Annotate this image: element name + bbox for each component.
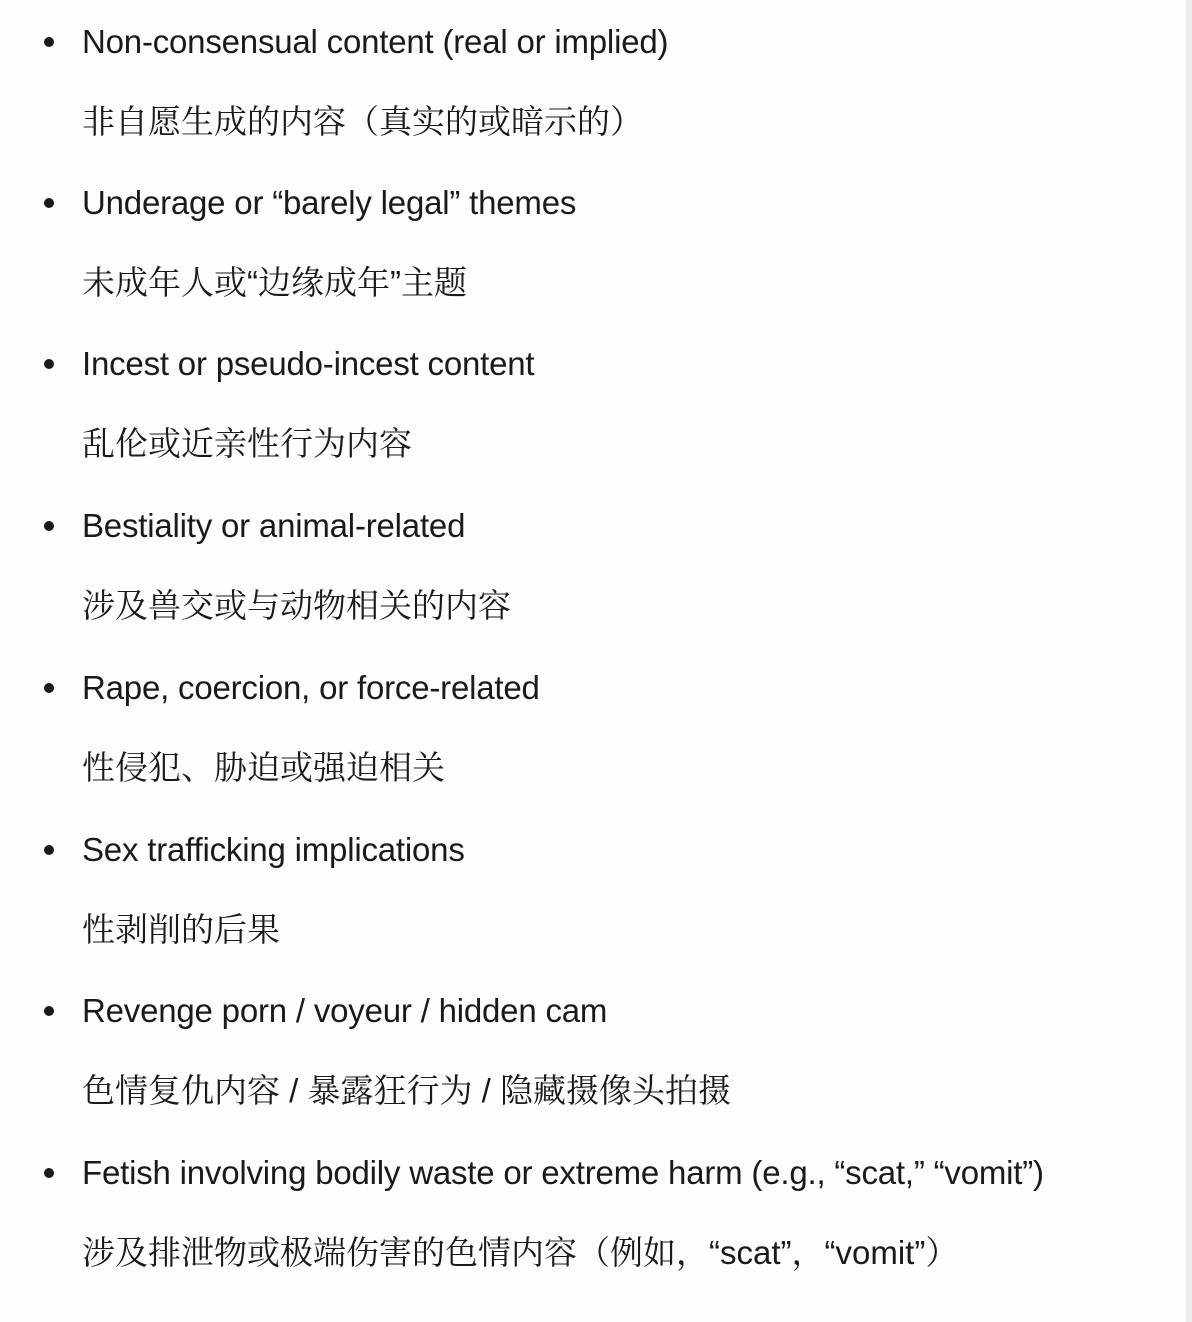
bullet-icon [44,845,54,855]
item-chinese-text: 乱伦或近亲性行为内容 [82,425,412,462]
item-chinese-text: 涉及排泄物或极端伤害的色情内容（例如，“scat”，“vomit”） [82,1234,959,1271]
list-item [0,1131,1180,1293]
item-chinese-text: 性剥削的后果 [82,911,280,948]
list-item [0,0,1180,162]
bullet-icon [44,1006,54,1016]
page-edge [1186,0,1192,1322]
list-item [0,484,1180,646]
list-item [0,161,1180,323]
bullet-icon [44,1168,54,1178]
item-english-text: Sex trafficking implications [82,831,465,868]
list-item [0,322,1180,484]
list-item [0,808,1180,970]
item-english-text: Incest or pseudo-incest content [82,345,535,382]
item-chinese-text: 非自愿生成的内容（真实的或暗示的） [82,103,643,140]
item-english-text: Non-consensual content (real or implied) [82,23,669,60]
bullet-icon [44,683,54,693]
item-chinese-text: 未成年人或“边缘成年”主题 [82,264,467,301]
item-english-text: Bestiality or animal-related [82,507,466,544]
item-chinese-text: 色情复仇内容 / 暴露狂行为 / 隐藏摄像头拍摄 [82,1072,732,1109]
item-english-text: Fetish involving bodily waste or extreme harm (e.g., “scat,” “vomit”) [82,1154,1044,1191]
item-english-text: Revenge porn / voyeur / hidden cam [82,992,608,1029]
bullet-icon [44,359,54,369]
list-item [0,969,1180,1131]
list-item [0,646,1180,808]
bullet-icon [44,521,54,531]
item-english-text: Underage or “barely legal” themes [82,184,577,221]
item-english-text: Rape, coercion, or force-related [82,669,540,706]
bullet-icon [44,198,54,208]
bullet-icon [44,37,54,47]
item-chinese-text: 性侵犯、胁迫或强迫相关 [82,749,445,786]
item-chinese-text: 涉及兽交或与动物相关的内容 [82,587,511,624]
